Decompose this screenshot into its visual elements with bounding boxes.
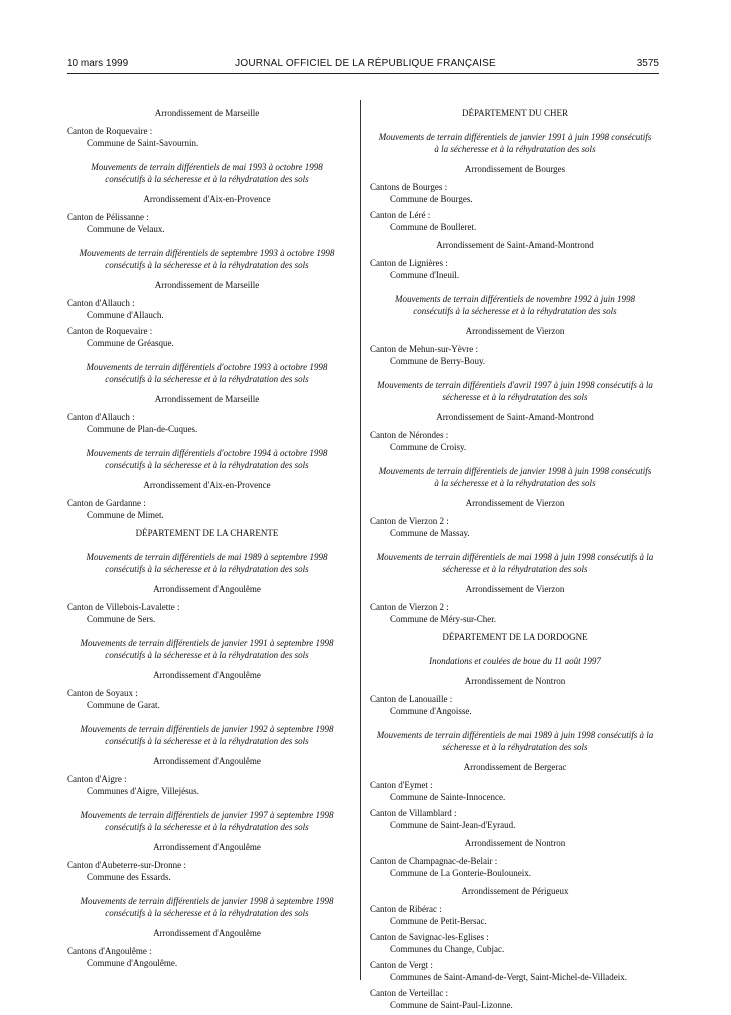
commune-line: Commune de Bourges. — [390, 194, 473, 204]
canton-line: Canton de Ribérac : — [370, 904, 442, 914]
commune-line: Commune de La Gonterie-Boulouneix. — [390, 868, 531, 878]
column-divider — [360, 100, 361, 980]
journal-title: JOURNAL OFFICIEL DE LA RÉPUBLIQUE FRANÇAISE — [235, 58, 496, 69]
section-heading: Arrondissement de Marseille — [154, 108, 260, 118]
commune-line: Commune de Saint-Jean-d'Eyraud. — [390, 820, 516, 830]
event-description: Inondations et coulées de boue du 11 août 1997 — [429, 656, 601, 666]
canton-line: Canton de Nérondes : — [370, 430, 449, 440]
commune-line: Commune de Massay. — [390, 528, 470, 538]
section-heading: Arrondissement de Vierzon — [465, 326, 565, 336]
event-description: Mouvements de terrain différentiels de mai 1993 à octobre 1998 consécutifs à la sécheresse et à la réhydratation des sols — [91, 162, 323, 184]
canton-line: Canton d'Allauch : — [67, 412, 135, 422]
commune-line: Commune de Sainte-Innocence. — [390, 792, 506, 802]
canton-line: Canton de Roquevaire : — [67, 126, 153, 136]
canton-line: Canton de Vergt : — [370, 960, 433, 970]
event-description: Mouvements de terrain différentiels de janvier 1991 à juin 1998 consécutifs à la sécheresse et à la réhydratation des sols — [378, 132, 652, 154]
commune-line: Commune de Plan-de-Cuques. — [87, 424, 198, 434]
section-heading: Arrondissement de Bourges — [464, 164, 566, 174]
section-heading: Arrondissement d'Angoulême — [153, 842, 261, 852]
event-description: Mouvements de terrain différentiels de novembre 1992 à juin 1998 consécutifs à la sécheresse et à la réhydratation des sols — [394, 294, 636, 316]
canton-line: Canton d'Aubeterre-sur-Dronne : — [67, 860, 186, 870]
section-heading: Arrondissement d'Angoulême — [153, 670, 261, 680]
canton-line: Canton de Mehun-sur-Yèvre : — [370, 344, 479, 354]
section-heading: Arrondissement de Nontron — [464, 676, 566, 686]
commune-line: Commune de Garat. — [87, 700, 160, 710]
commune-line: Commune d'Angoulême. — [87, 958, 178, 968]
canton-line: Canton de Champagnac-de-Belair : — [370, 856, 498, 866]
commune-line: Commune de Méry-sur-Cher. — [390, 614, 497, 624]
section-heading: Arrondissement de Vierzon — [465, 498, 565, 508]
canton-line: Canton de Roquevaire : — [67, 326, 153, 336]
section-heading: Arrondissement d'Aix-en-Provence — [143, 194, 271, 204]
commune-line: Commune d'Angoisse. — [390, 706, 472, 716]
event-description: Mouvements de terrain différentiels de janvier 1998 à juin 1998 consécutifs à la sécheresse et à la réhydratation des sols — [378, 466, 652, 488]
header-rule — [67, 73, 659, 74]
event-description: Mouvements de terrain différentiels de janvier 1992 à septembre 1998 consécutifs à la sécheresse et à la réhydratation des sols — [80, 724, 334, 746]
canton-line: Canton d'Eymet : — [370, 780, 433, 790]
section-heading: Arrondissement de Marseille — [154, 280, 260, 290]
section-heading: DÉPARTEMENT DE LA DORDOGNE — [442, 632, 588, 642]
section-heading: Arrondissement de Périgueux — [461, 886, 569, 896]
section-heading: Arrondissement de Saint-Amand-Montrond — [436, 412, 594, 422]
canton-line: Canton de Verteillac : — [370, 988, 449, 998]
canton-line: Canton de Pélissanne : — [67, 212, 149, 222]
canton-line: Cantons de Bourges : — [370, 182, 448, 192]
canton-line: Cantons d'Angoulême : — [67, 946, 152, 956]
commune-line: Communes du Change, Cubjac. — [390, 944, 505, 954]
commune-line: Commune de Croisy. — [390, 442, 467, 452]
canton-line: Canton de Savignac-les-Eglises : — [370, 932, 489, 942]
canton-line: Canton de Léré : — [370, 210, 431, 220]
commune-line: Commune de Boulleret. — [390, 222, 477, 232]
commune-line: Commune de Saint-Savournin. — [87, 138, 199, 148]
commune-line: Communes d'Aigre, Villejésus. — [87, 786, 199, 796]
canton-line: Canton d'Allauch : — [67, 298, 135, 308]
section-heading: Arrondissement de Bergerac — [463, 762, 567, 772]
section-heading: Arrondissement de Saint-Amand-Montrond — [436, 240, 594, 250]
commune-line: Commune de Sers. — [87, 614, 156, 624]
event-description: Mouvements de terrain différentiels d'octobre 1994 à octobre 1998 consécutifs à la sécheresse et à la réhydratation des sols — [86, 448, 328, 470]
section-heading: Arrondissement d'Angoulême — [153, 584, 261, 594]
right-column — [370, 101, 660, 1015]
section-heading: DÉPARTEMENT DE LA CHARENTE — [135, 528, 279, 538]
canton-line: Canton de Lanouaille : — [370, 694, 453, 704]
left-column — [67, 101, 347, 973]
commune-line: Commune de Berry-Bouy. — [390, 356, 486, 366]
event-description: Mouvements de terrain différentiels de janvier 1997 à septembre 1998 consécutifs à la sécheresse et à la réhydratation des sols — [80, 810, 334, 832]
section-heading: Arrondissement d'Angoulême — [153, 756, 261, 766]
event-description: Mouvements de terrain différentiels d'avril 1997 à juin 1998 consécutifs à la sécheresse et à la réhydratation des sols — [377, 380, 653, 402]
commune-line: Commune de Saint-Paul-Lizonne. — [390, 1000, 513, 1010]
event-description: Mouvements de terrain différentiels de mai 1989 à juin 1998 consécutifs à la sécheresse et à la réhydratation des sols — [376, 730, 654, 752]
commune-line: Commune de Mimet. — [87, 510, 164, 520]
commune-line: Commune de Velaux. — [87, 224, 165, 234]
issue-date: 10 mars 1999 — [67, 58, 129, 69]
event-description: Mouvements de terrain différentiels de mai 1989 à septembre 1998 consécutifs à la sécheresse et à la réhydratation des sols — [86, 552, 328, 574]
canton-line: Canton de Vierzon 2 : — [370, 516, 449, 526]
section-heading: DÉPARTEMENT DU CHER — [462, 108, 568, 118]
commune-line: Commune d'Allauch. — [87, 310, 164, 320]
canton-line: Canton d'Aigre : — [67, 774, 127, 784]
event-description: Mouvements de terrain différentiels de mai 1998 à juin 1998 consécutifs à la sécheresse et à la réhydratation des sols — [376, 552, 654, 574]
event-description: Mouvements de terrain différentiels de janvier 1991 à septembre 1998 consécutifs à la sécheresse et à la réhydratation des sols — [80, 638, 334, 660]
event-description: Mouvements de terrain différentiels d'octobre 1993 à octobre 1998 consécutifs à la sécheresse et à la réhydratation des sols — [86, 362, 328, 384]
section-heading: Arrondissement d'Angoulême — [153, 928, 261, 938]
commune-line: Commune de Petit-Bersac. — [390, 916, 487, 926]
commune-line: Commune de Gréasque. — [87, 338, 174, 348]
canton-line: Canton de Vierzon 2 : — [370, 602, 449, 612]
commune-line: Commune des Essards. — [87, 872, 171, 882]
section-heading: Arrondissement de Nontron — [464, 838, 566, 848]
canton-line: Canton de Villamblard : — [370, 808, 457, 818]
section-heading: Arrondissement d'Aix-en-Provence — [143, 480, 271, 490]
event-description: Mouvements de terrain différentiels de janvier 1998 à septembre 1998 consécutifs à la sécheresse et à la réhydratation des sols — [80, 896, 334, 918]
canton-line: Canton de Villebois-Lavalette : — [67, 602, 180, 612]
event-description: Mouvements de terrain différentiels de septembre 1993 à octobre 1998 consécutifs à la sécheresse et à la réhydratation des sols — [79, 248, 335, 270]
section-heading: Arrondissement de Marseille — [154, 394, 260, 404]
canton-line: Canton de Lignières : — [370, 258, 448, 268]
canton-line: Canton de Soyaux : — [67, 688, 138, 698]
page-number: 3575 — [636, 58, 659, 69]
commune-line: Commune d'Ineuil. — [390, 270, 460, 280]
section-heading: Arrondissement de Vierzon — [465, 584, 565, 594]
canton-line: Canton de Gardanne : — [67, 498, 146, 508]
commune-line: Communes de Saint-Amand-de-Vergt, Saint-Michel-de-Villadeix. — [390, 972, 627, 982]
